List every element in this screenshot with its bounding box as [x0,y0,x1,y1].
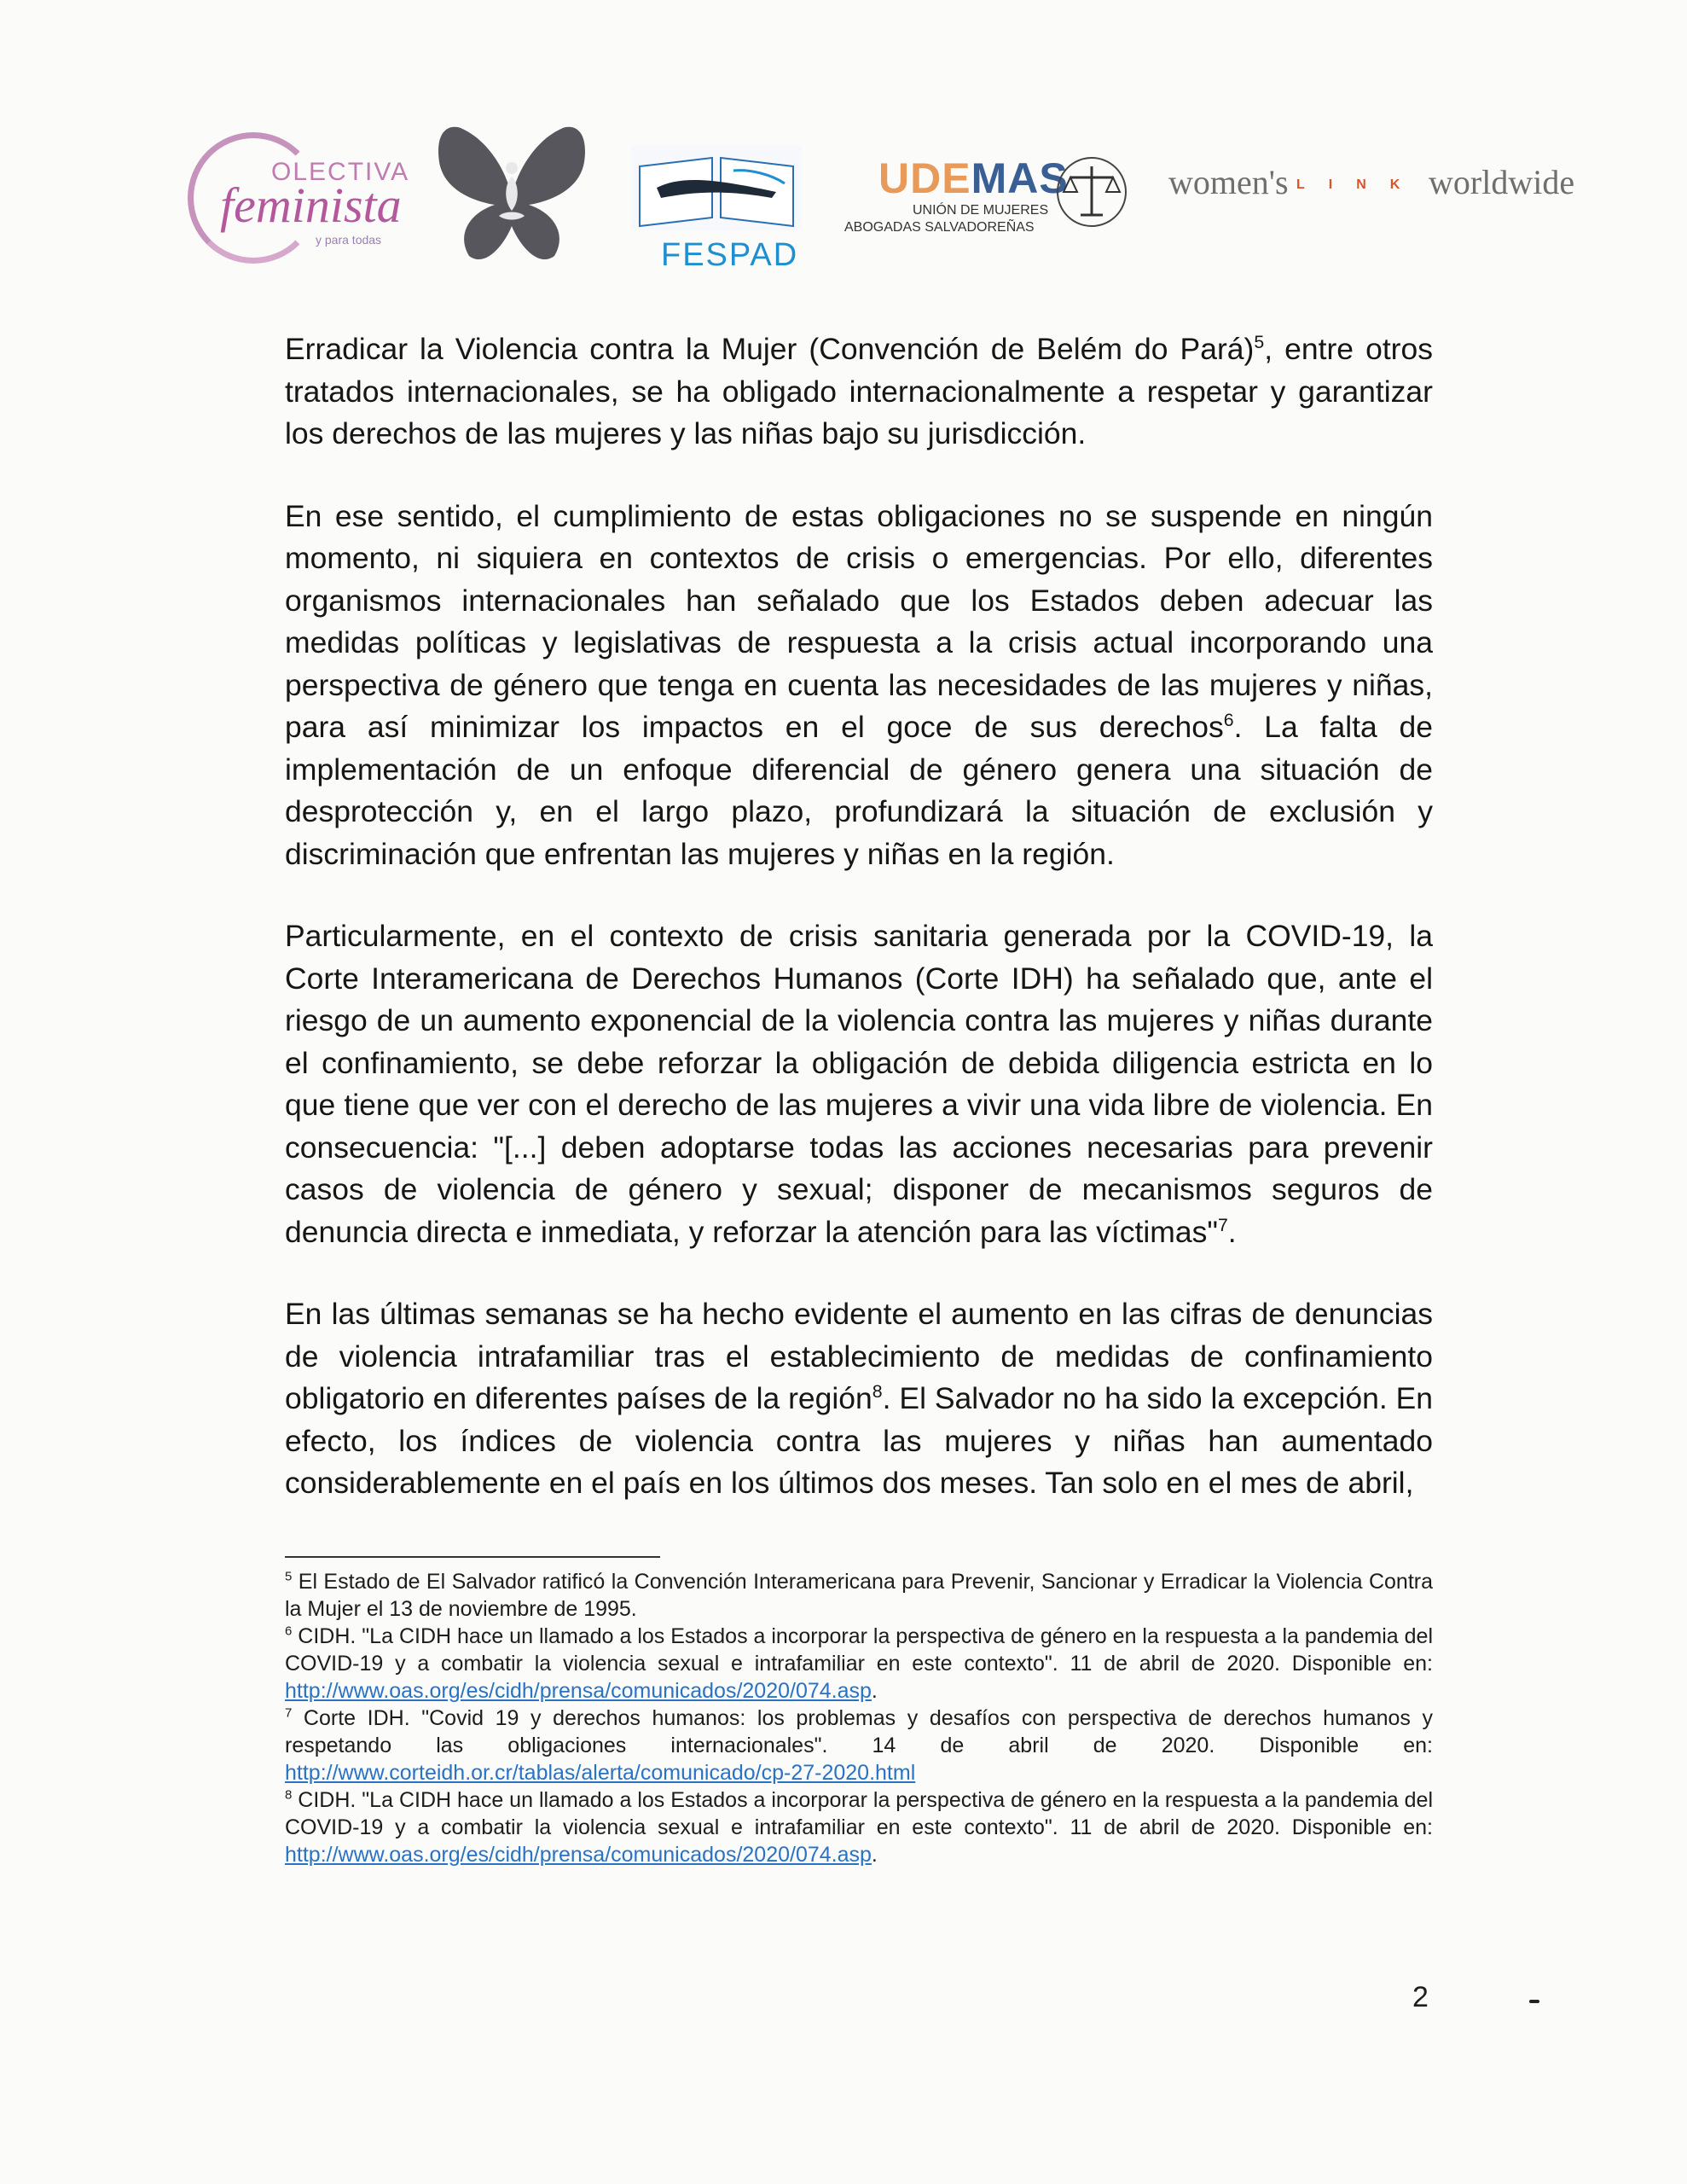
footnote-7-text: Corte IDH. "Covid 19 y derechos humanos: los problemas y desafíos con perspectiva de derechos humanos y respetando las obligaciones internacionales". 14 de abril de 2020. Disponible en: [285,1706,1433,1757]
paragraph-1-text-a: Erradicar la Violencia contra la Mujer (Convención de Belém do Pará) [285,332,1255,366]
udemas-logo-mas: MAS [971,154,1069,202]
footnote-8-link[interactable]: http://www.oas.org/es/cidh/prensa/comunicados/2020/074.asp [285,1843,872,1867]
udemas-logo [844,154,1143,247]
butterfly-icon [426,115,597,273]
footnote-8-end: . [871,1843,878,1867]
paragraph-2 [285,496,1433,876]
footnote-ref-5[interactable]: 5 [1254,332,1265,353]
footnote-5-number: 5 [285,1569,293,1584]
footnote-6-number: 6 [285,1623,293,1639]
paragraph-2-text-b: . La falta de implementación de un enfoque diferencial de género genera una situación de desprotección y, en el largo plazo, profundizará la situación de exclusión y discriminación que enfrentan las mujeres y niñas en la región. [285,710,1433,871]
colectiva-logo-tagline: y para todas [316,233,382,247]
footnote-5 [285,1568,1433,1623]
partner-logos-header [171,111,1586,282]
fespad-logo-text: FESPAD [661,237,799,273]
paragraph-4-text-a: En las últimas semanas se ha hecho evidente el aumento en las cifras de denuncias de violencia intrafamiliar tras el establecimiento de medidas de confinamiento obligatorio en diferentes países de la región [285,1297,1433,1415]
womens-logo-text-2: worldwide [1429,163,1575,201]
paragraph-4 [285,1293,1433,1505]
paragraph-1 [285,328,1433,456]
fespad-book-hands-icon [631,145,802,230]
scan-speck [1529,2000,1539,2003]
colectiva-feminista-logo [179,132,410,252]
udemas-logo-title [878,154,1069,203]
footnote-6-link[interactable]: http://www.oas.org/es/cidh/prensa/comunicados/2020/074.asp [285,1679,872,1703]
footnote-6 [285,1623,1433,1705]
colectiva-logo-top-text: OLECTIVA [271,158,410,186]
footnote-8-number: 8 [285,1787,293,1803]
womens-logo-text-1: women's [1168,163,1289,201]
body-text [285,328,1433,1547]
footnote-ref-7[interactable]: 7 [1217,1214,1228,1235]
fespad-logo [614,145,819,273]
footnote-6-end: . [871,1679,878,1703]
footnote-separator [285,1556,660,1558]
agrupacion-ciudadana-butterfly-logo [426,115,597,273]
footnote-8-text: CIDH. "La CIDH hace un llamado a los Estados a incorporar la perspectiva de género en la respuesta a la pandemia del COVID-19 y a combatir la violencia sexual e intrafamiliar en este contexto". 11 de abril de 2020. Disponible en: [285,1788,1433,1839]
footnote-6-text: CIDH. "La CIDH hace un llamado a los Estados a incorporar la perspectiva de género en la respuesta a la pandemia del COVID-19 y a combatir la violencia sexual e intrafamiliar en este contexto". 11 de abril de 2020. Disponible en: [285,1624,1433,1676]
footnote-5-text: El Estado de El Salvador ratificó la Convención Interamericana para Prevenir, Sancionar y Erradicar la Violencia Contra la Mujer el 13 de noviembre de 1995. [285,1570,1433,1621]
footnote-ref-8[interactable]: 8 [872,1381,883,1403]
footnote-ref-6[interactable]: 6 [1223,710,1234,731]
footnote-8 [285,1786,1433,1868]
scales-of-justice-icon [1053,154,1130,230]
footnote-7-link[interactable]: http://www.corteidh.or.cr/tablas/alerta/comunicado/cp-27-2020.html [285,1761,916,1785]
footnote-7-number: 7 [285,1705,293,1721]
paragraph-3 [285,915,1433,1253]
paragraph-3-text-b: . [1227,1214,1237,1249]
paragraph-2-text-a: En ese sentido, el cumplimiento de estas obligaciones no se suspende en ningún momento, ni siquiera en contextos de crisis o emergencias. Por ello, diferentes organismos internacionales han señalado que los Estados deben adecuar las medidas políticas y legislativas de respuesta a la crisis actual incorporando una perspectiva de género que tenga en cuenta las necesidades de las mujeres y niñas, para así minimizar los impactos en el goce de sus derechos [285,498,1433,744]
paragraph-3-text-a: Particularmente, en el contexto de crisis sanitaria generada por la COVID-19, la Corte Interamericana de Derechos Humanos (Corte IDH) ha señalado que, ante el riesgo de un aumento exponencial de la violencia contra las mujeres y niñas durante el confinamiento, se debe reforzar la obligación de debida diligencia estricta en lo que tiene que ver con el derecho de las mujeres a vivir una vida libre de violencia. En consecuencia: "[...] deben adoptarse todas las acciones necesarias para prevenir casos de violencia de género y sexual; disponer de mecanismos seguros de denuncia directa e inmediata, y reforzar la atención para las víctimas" [285,919,1433,1249]
page-number: 2 [1412,1981,1429,2013]
udemas-logo-subtitle-1: UNIÓN DE MUJERES [913,203,1049,218]
footnotes [285,1568,1433,1868]
paragraph-4-text-b: . El Salvador no ha sido la excepción. En efecto, los índices de violencia contra las mujeres y niñas han aumentado considerablemente en el país en los últimos dos meses. Tan solo en el mes de abril, [285,1381,1433,1500]
paragraph-1-text-b: , entre otros tratados internacionales, se ha obligado internacionalmente a respetar y garantizar los derechos de las mujeres y las niñas bajo su jurisdicción. [285,332,1434,450]
womens-logo-link-text: LINK [1296,177,1424,192]
footnote-7 [285,1705,1433,1786]
udemas-logo-subtitle-2: ABOGADAS SALVADOREÑAS [844,220,1035,235]
womens-link-worldwide-logo [1168,162,1578,222]
udemas-logo-ude: UDE [878,154,971,202]
colectiva-logo-main-text: feminista [220,177,402,233]
